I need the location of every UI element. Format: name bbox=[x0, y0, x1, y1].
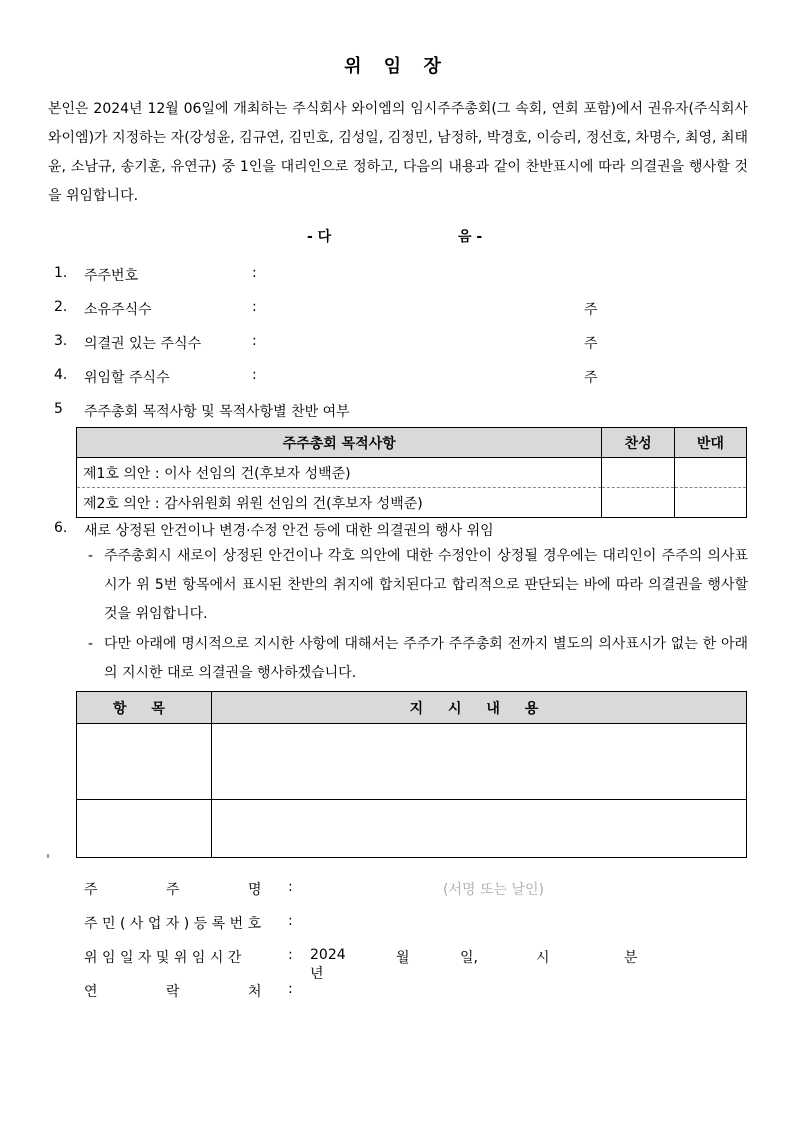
oppose-checkbox[interactable] bbox=[674, 488, 746, 518]
item-colon: : bbox=[252, 265, 257, 281]
heading-right: 음 - bbox=[458, 229, 483, 245]
instruction-input-cell[interactable] bbox=[212, 800, 747, 858]
table-row bbox=[77, 800, 747, 858]
table-row bbox=[77, 724, 747, 800]
colon: : bbox=[288, 879, 293, 895]
section-label: 새로 상정된 안건이나 변경·수정 안건 등에 대한 의결권의 행사 위임 bbox=[84, 523, 494, 539]
item-unit: 주 bbox=[584, 336, 598, 352]
delegation-date-label: 위 임 일 자 및 위 임 시 간 bbox=[84, 950, 242, 966]
item-unit: 주 bbox=[584, 370, 598, 386]
item-input-cell[interactable] bbox=[77, 800, 212, 858]
shareholder-name-label: 주 주 명 bbox=[84, 882, 262, 898]
item-label: 소유주식수 bbox=[84, 302, 152, 318]
item-label: 의결권 있는 주식수 bbox=[84, 336, 202, 352]
header-agenda: 주주총회 목적사항 bbox=[77, 428, 602, 458]
colon: : bbox=[288, 947, 293, 963]
item-input-cell[interactable] bbox=[77, 724, 212, 800]
date-day: 일, bbox=[460, 950, 478, 966]
heading-left: - 다 bbox=[307, 229, 332, 245]
agenda-cell: 제2호 의안 : 감사위원회 위원 선임의 건(후보자 성백준) bbox=[77, 488, 602, 518]
item-label: 위임할 주식수 bbox=[84, 370, 170, 386]
approve-checkbox[interactable] bbox=[602, 488, 674, 518]
item-num: 4. bbox=[54, 367, 68, 383]
bullet-2 bbox=[88, 630, 748, 688]
item-num: 1. bbox=[54, 265, 68, 281]
section-num: 6. bbox=[54, 520, 68, 536]
approve-checkbox[interactable] bbox=[602, 458, 674, 488]
document-title: 위 임 장 bbox=[344, 56, 449, 77]
registration-number-label: 주 민 ( 사 업 자 ) 등 록 번 호 bbox=[84, 916, 262, 932]
item-num: 2. bbox=[54, 299, 68, 315]
table-row bbox=[77, 458, 747, 488]
signature-placeholder[interactable]: (서명 또는 날인) bbox=[443, 882, 544, 898]
item-colon: : bbox=[252, 367, 257, 383]
bullet-text: 주주총회시 새로이 상정된 안건이나 각호 의안에 대한 수정안이 상정될 경우에는 대리인이 주주의 의사표시가 위 5번 항목에서 표시된 찬반의 취지에 합치된다고 합리적으로 판단되는 바에 따라 의결권을 행사할 것을 위임합니다. bbox=[104, 548, 748, 622]
instruction-input-cell[interactable] bbox=[212, 724, 747, 800]
item-unit: 주 bbox=[584, 302, 598, 318]
item-colon: : bbox=[252, 333, 257, 349]
item-num: 3. bbox=[54, 333, 68, 349]
intro-paragraph: 본인은 2024년 12월 06일에 개최하는 주식회사 와이엠의 임시주주총회(그 속회, 연회 포함)에서 권유자(주식회사 와이엠)가 지정하는 자(강성윤, 김규연, 김민호, 김성일, 김정민, 남정하, 박경호, 이승리, 정선호, 차명수, 최영, 최태윤, 소남규, 송기훈, 유연규) 중 1인을 대리인으로 정하고, 다음의 내용과 같이 찬반표시에 따라 의결권을 행사할 것을 위임합니다. bbox=[48, 101, 748, 204]
item-label: 주주번호 bbox=[84, 268, 139, 284]
instruction-table bbox=[76, 691, 747, 858]
date-hour: 시 bbox=[536, 950, 550, 966]
item-colon: : bbox=[252, 299, 257, 315]
date-minute: 분 bbox=[624, 950, 638, 966]
contact-label: 연 락 처 bbox=[84, 984, 262, 1000]
vote-table bbox=[76, 427, 747, 518]
margin-mark bbox=[47, 854, 49, 858]
bullet-dash: - bbox=[88, 636, 94, 652]
section-num: 5 bbox=[54, 401, 63, 417]
section-label: 주주총회 목적사항 및 목적사항별 찬반 여부 bbox=[84, 404, 350, 420]
header-instruction: 지 시 내 용 bbox=[212, 692, 747, 724]
bullet-dash: - bbox=[88, 548, 94, 564]
date-year: 2024년 bbox=[310, 947, 346, 982]
date-month: 월 bbox=[396, 950, 410, 966]
table-row bbox=[77, 488, 747, 518]
header-oppose: 반대 bbox=[674, 428, 746, 458]
header-approve: 찬성 bbox=[602, 428, 674, 458]
bullet-text: 다만 아래에 명시적으로 지시한 사항에 대해서는 주주가 주주총회 전까지 별도의 의사표시가 없는 한 아래의 지시한 대로 의결권을 행사하겠습니다. bbox=[104, 636, 748, 681]
colon: : bbox=[288, 981, 293, 997]
colon: : bbox=[288, 913, 293, 929]
oppose-checkbox[interactable] bbox=[674, 458, 746, 488]
agenda-cell: 제1호 의안 : 이사 선임의 건(후보자 성백준) bbox=[77, 458, 602, 488]
header-item: 항 목 bbox=[77, 692, 212, 724]
bullet-1 bbox=[88, 542, 748, 629]
